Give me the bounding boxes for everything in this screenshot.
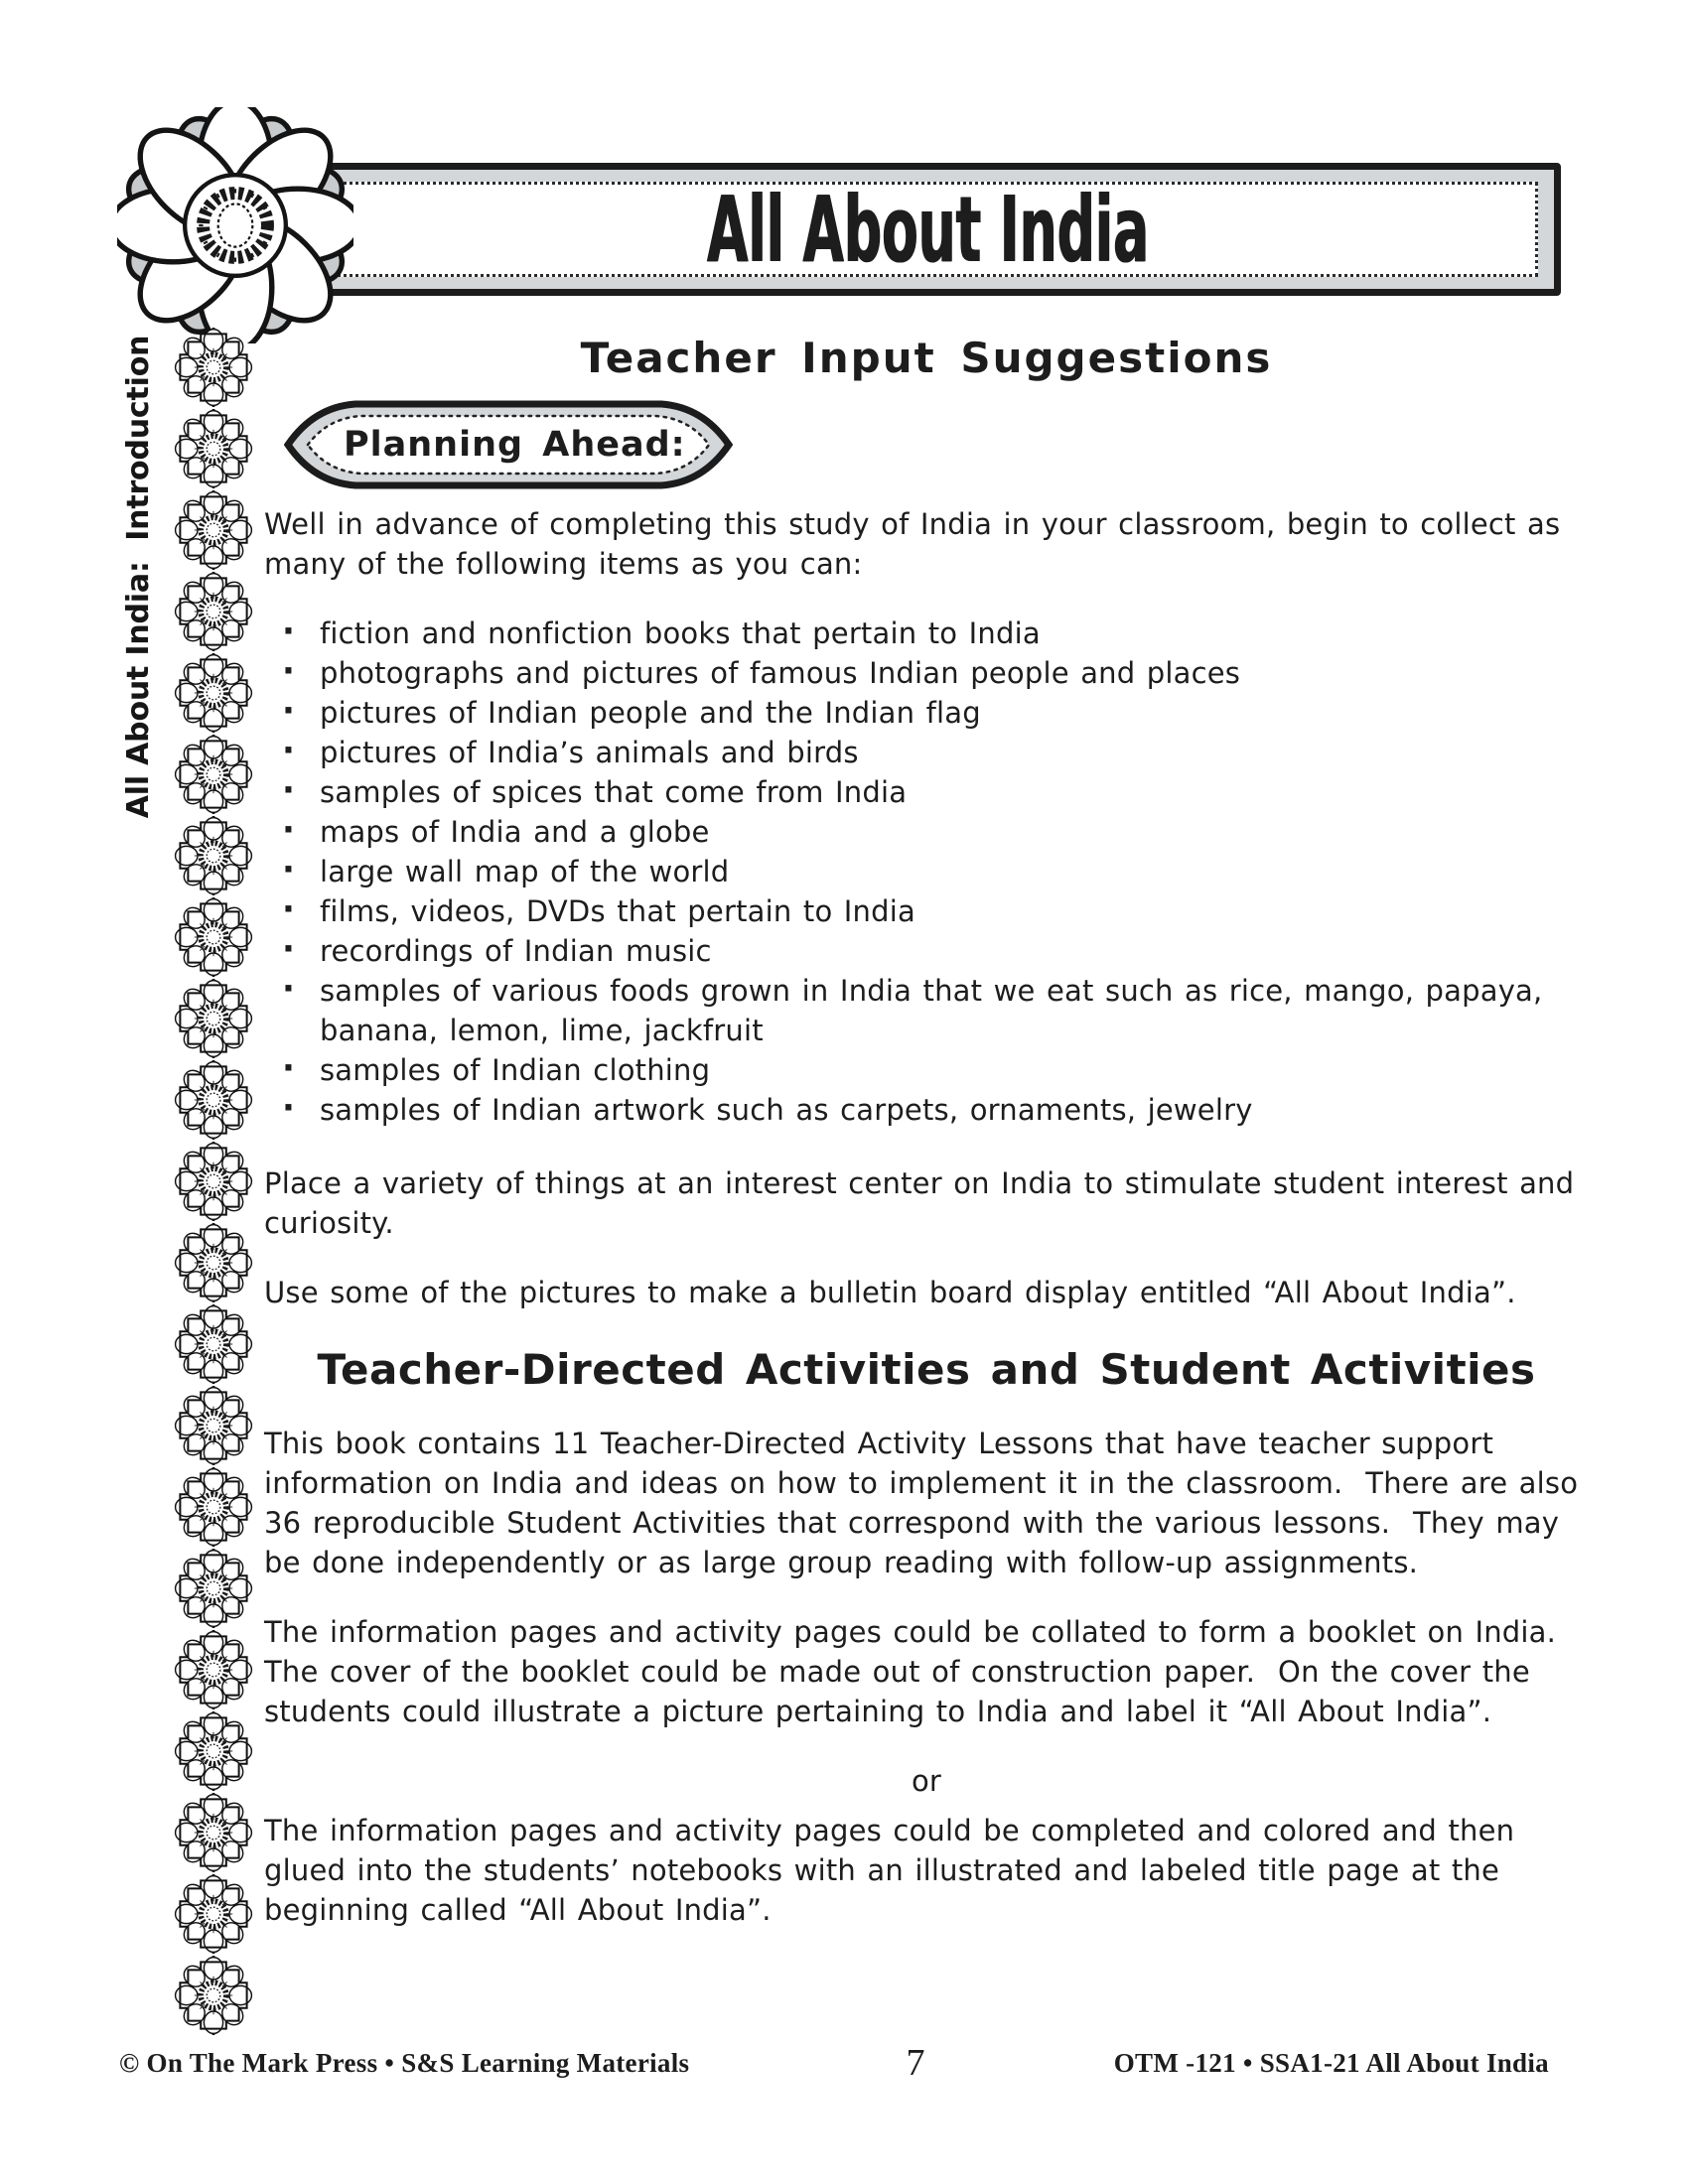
page-footer (119, 2041, 1549, 2085)
supply-list (264, 614, 1589, 1130)
list-item: · maps of India and a globe (264, 812, 1589, 852)
rosette-medallion-icon (174, 328, 253, 407)
ornament-chain (174, 328, 253, 2037)
planning-ahead-box (284, 395, 733, 494)
rosette-medallion-icon (174, 1874, 253, 1954)
activities-heading: Teacher-Directed Activities and Student Activities (317, 1345, 1536, 1394)
rosette-medallion-icon (174, 816, 253, 895)
rosette-medallion-icon (174, 897, 253, 977)
list-item: · films, videos, DVDs that pertain to India (264, 891, 1589, 931)
list-item: · pictures of India’s animals and birds (264, 733, 1589, 772)
planning-intro-paragraph: Well in advance of completing this study of India in your classroom, begin to collect as many of the following items as you can: (264, 507, 1572, 581)
product-code: OTM -121 • SSA1-21 All About India (1113, 2047, 1549, 2078)
rosette-medallion-icon (174, 1223, 253, 1302)
list-item: · samples of spices that come from India (264, 772, 1589, 812)
title-banner-inner (319, 176, 1538, 283)
rosette-medallion-icon (174, 490, 253, 570)
body-column (264, 504, 1589, 1960)
list-item: · samples of various foods grown in India that we eat such as rice, mango, papaya, banana, lemon, lime, jackfruit (264, 971, 1589, 1050)
sidebar-section-label: All About India: Introduction (121, 335, 156, 819)
rosette-medallion-icon (174, 572, 253, 651)
page-title: All About India (707, 176, 1150, 283)
rosette-medallion-icon (174, 1630, 253, 1709)
rosette-medallion-icon (174, 1956, 253, 2035)
rosette-medallion-icon (174, 1142, 253, 1221)
list-item: · photographs and pictures of famous Indian people and places (264, 653, 1589, 693)
subtitle: Teacher Input Suggestions (580, 334, 1273, 382)
rosette-medallion-icon (174, 735, 253, 814)
publisher-credit: © On The Mark Press • S&S Learning Materials (119, 2047, 690, 2078)
rosette-medallion-icon (174, 1386, 253, 1465)
rosette-medallion-icon (174, 1711, 253, 1791)
lotus-mandala-icon (117, 107, 353, 343)
book-contains-paragraph: This book contains 11 Teacher-Directed Activity Lessons that have teacher support information on India and ideas on how to implement it in the classroom. There are also 36 reproducible Student Activities that correspond with the various lessons. They may be done independently or as large group reading with follow-up assignments. (264, 1427, 1590, 1579)
or-label: or (911, 1764, 942, 1798)
list-item: · fiction and nonfiction books that pertain to India (264, 614, 1589, 653)
rosette-medallion-icon (174, 979, 253, 1058)
list-item: · large wall map of the world (264, 852, 1589, 891)
list-item: · recordings of Indian music (264, 931, 1589, 971)
notebooks-paragraph: The information pages and activity pages could be completed and colored and then glued into the students’ notebooks with an illustrated and labeled title page at the beginning called “All About India”. (264, 1814, 1526, 1927)
page-number: 7 (906, 2042, 925, 2084)
rosette-medallion-icon (174, 1060, 253, 1140)
bulletin-board-paragraph: Use some of the pictures to make a bulletin board display entitled “All About India”. (264, 1276, 1516, 1309)
interest-center-paragraph: Place a variety of things at an interest center on India to stimulate student interest and curiosity. (264, 1166, 1586, 1240)
rosette-medallion-icon (174, 1549, 253, 1628)
rosette-medallion-icon (174, 1793, 253, 1872)
booklet-paragraph: The information pages and activity pages could be collated to form a booklet on India. The cover of the booklet could be made out of construction paper. On the cover the students could illustrate a picture pertaining to India and label it “All About India”. (264, 1615, 1579, 1728)
rosette-medallion-icon (174, 1467, 253, 1547)
list-item: · pictures of Indian people and the Indian flag (264, 693, 1589, 733)
rosette-medallion-icon (174, 1304, 253, 1384)
list-item: · samples of Indian clothing (264, 1050, 1589, 1090)
title-banner (296, 163, 1561, 296)
list-item: · samples of Indian artwork such as carpets, ornaments, jewelry (264, 1090, 1589, 1130)
rosette-medallion-icon (174, 653, 253, 733)
planning-ahead-heading: Planning Ahead: (344, 425, 686, 465)
rosette-medallion-icon (174, 409, 253, 488)
